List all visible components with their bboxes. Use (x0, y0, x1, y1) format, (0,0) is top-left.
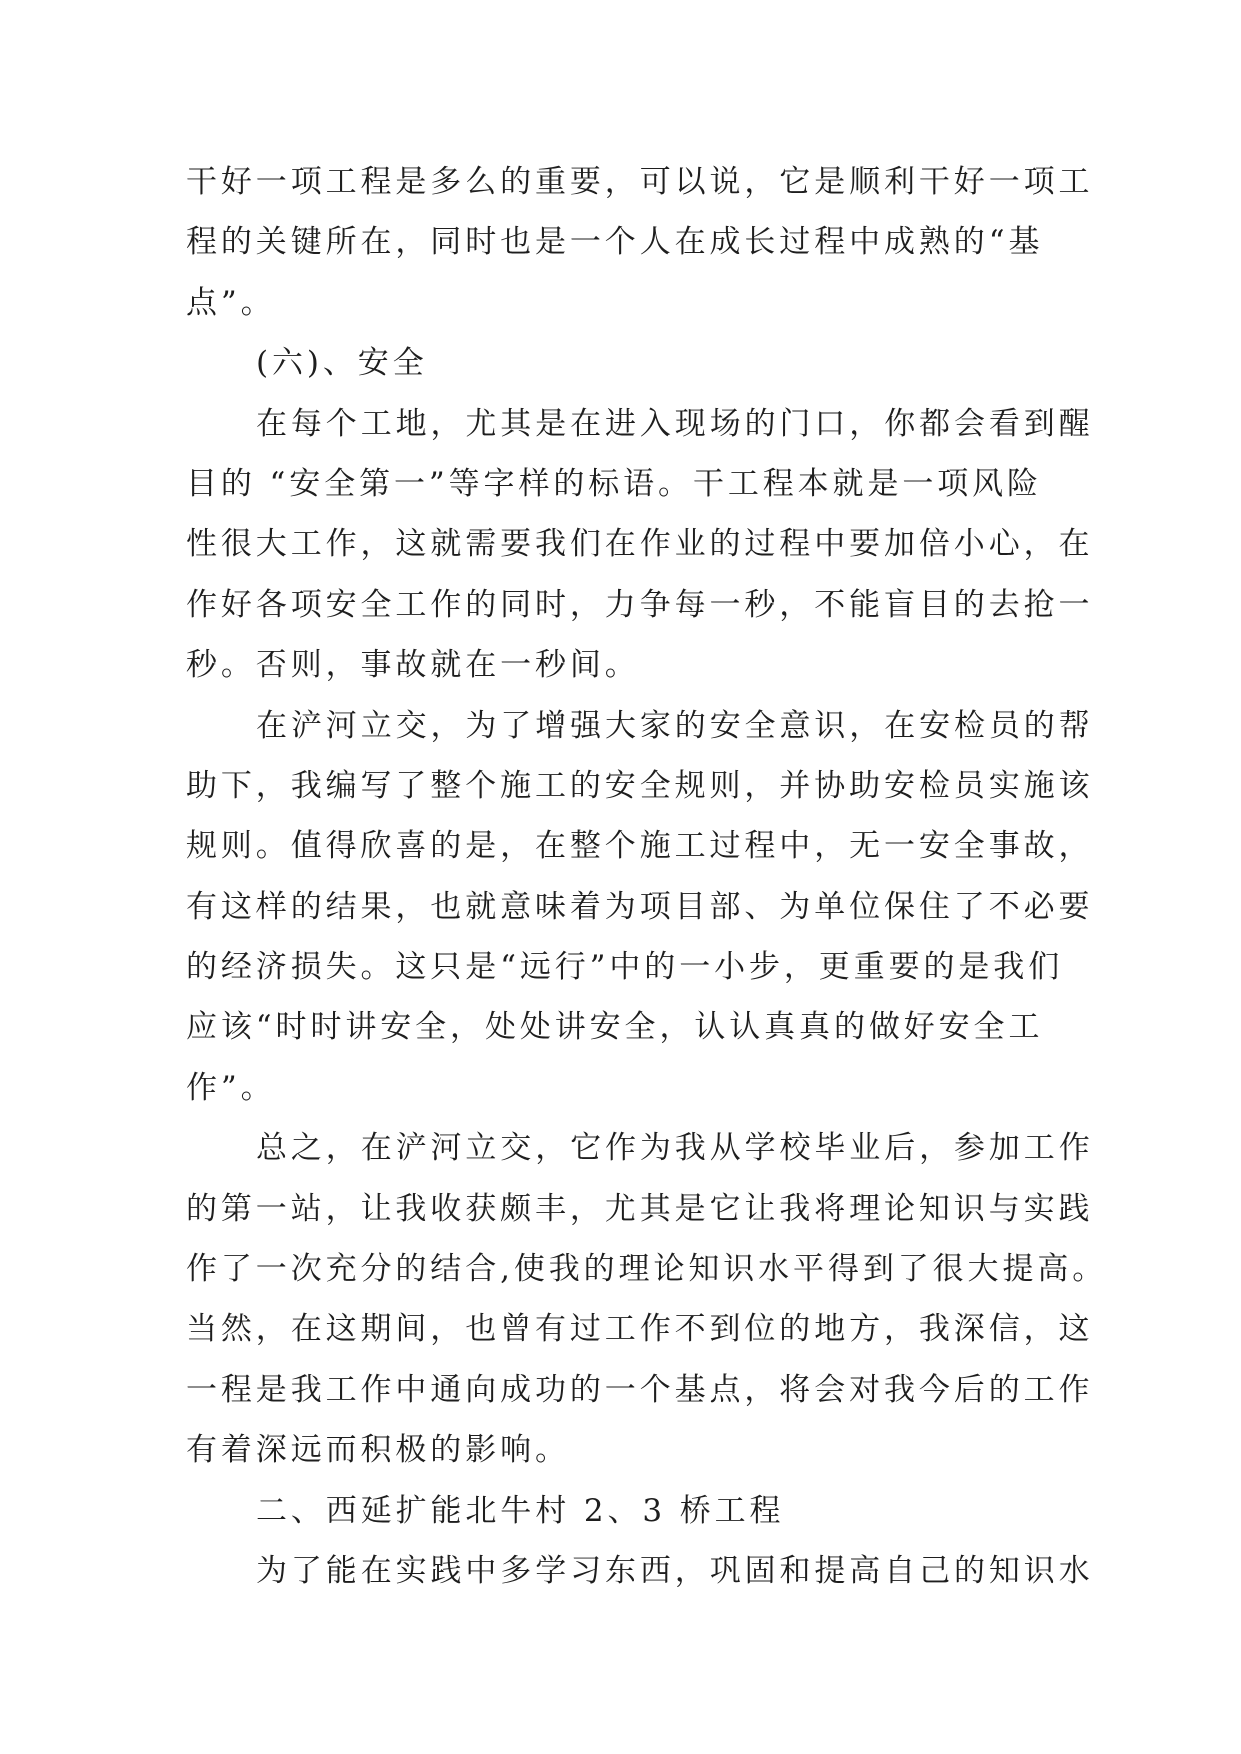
text-line: 的第一站，让我收获颇丰，尤其是它让我将理论知识与实践 (186, 1190, 1094, 1227)
text-line: 有这样的结果，也就意味着为项目部、为单位保住了不必要 (186, 888, 1094, 925)
body-text (186, 152, 1108, 1601)
text-line: 在每个工地，尤其是在进入现场的门口，你都会看到醒 (256, 405, 1094, 442)
section-heading-safety: (六)、安全 (256, 345, 428, 382)
text-line: 点”。 (186, 284, 276, 321)
text-line: 一程是我工作中通向成功的一个基点，将会对我今后的工作 (186, 1371, 1094, 1408)
text-line: 应该“时时讲安全，处处讲安全，认认真真的做好安全工 (186, 1009, 1044, 1046)
text-line: 在浐河立交，为了增强大家的安全意识，在安检员的帮 (256, 707, 1094, 744)
text-line: 干好一项工程是多么的重要，可以说，它是顺利干好一项工 (186, 164, 1094, 200)
text-line: 作”。 (186, 1069, 276, 1106)
text-line: 秒。否则，事故就在一秒间。 (186, 647, 640, 684)
text-line: 有着深远而积极的影响。 (186, 1432, 570, 1469)
text-line: 助下，我编写了整个施工的安全规则，并协助安检员实施该 (186, 767, 1094, 804)
text-line: 为了能在实践中多学习东西，巩固和提高自己的知识水 (256, 1552, 1094, 1589)
text-line: 作了一次充分的结合,使我的理论知识水平得到了很大提高。 (186, 1251, 1108, 1288)
text-line: 规则。值得欣喜的是，在整个施工过程中，无一安全事故， (186, 828, 1094, 865)
text-line: 当然，在这期间，也曾有过工作不到位的地方，我深信，这 (186, 1311, 1094, 1348)
text-line: 程的关键所在，同时也是一个人在成长过程中成熟的“基 (186, 224, 1044, 261)
text-line: 总之，在浐河立交，它作为我从学校毕业后，参加工作 (256, 1130, 1094, 1167)
text-line: 性很大工作，这就需要我们在作业的过程中要加倍小心，在 (186, 526, 1094, 563)
text-line: 作好各项安全工作的同时，力争每一秒，不能盲目的去抢一 (186, 586, 1094, 623)
text-line: 目的 “安全第一”等字样的标语。干工程本就是一项风险 (186, 465, 1042, 502)
text-line: 的经济损失。这只是“远行”中的一小步，更重要的是我们 (186, 949, 1064, 986)
section-heading-bridge-project: 二、西延扩能北牛村 2、3 桥工程 (256, 1492, 785, 1529)
